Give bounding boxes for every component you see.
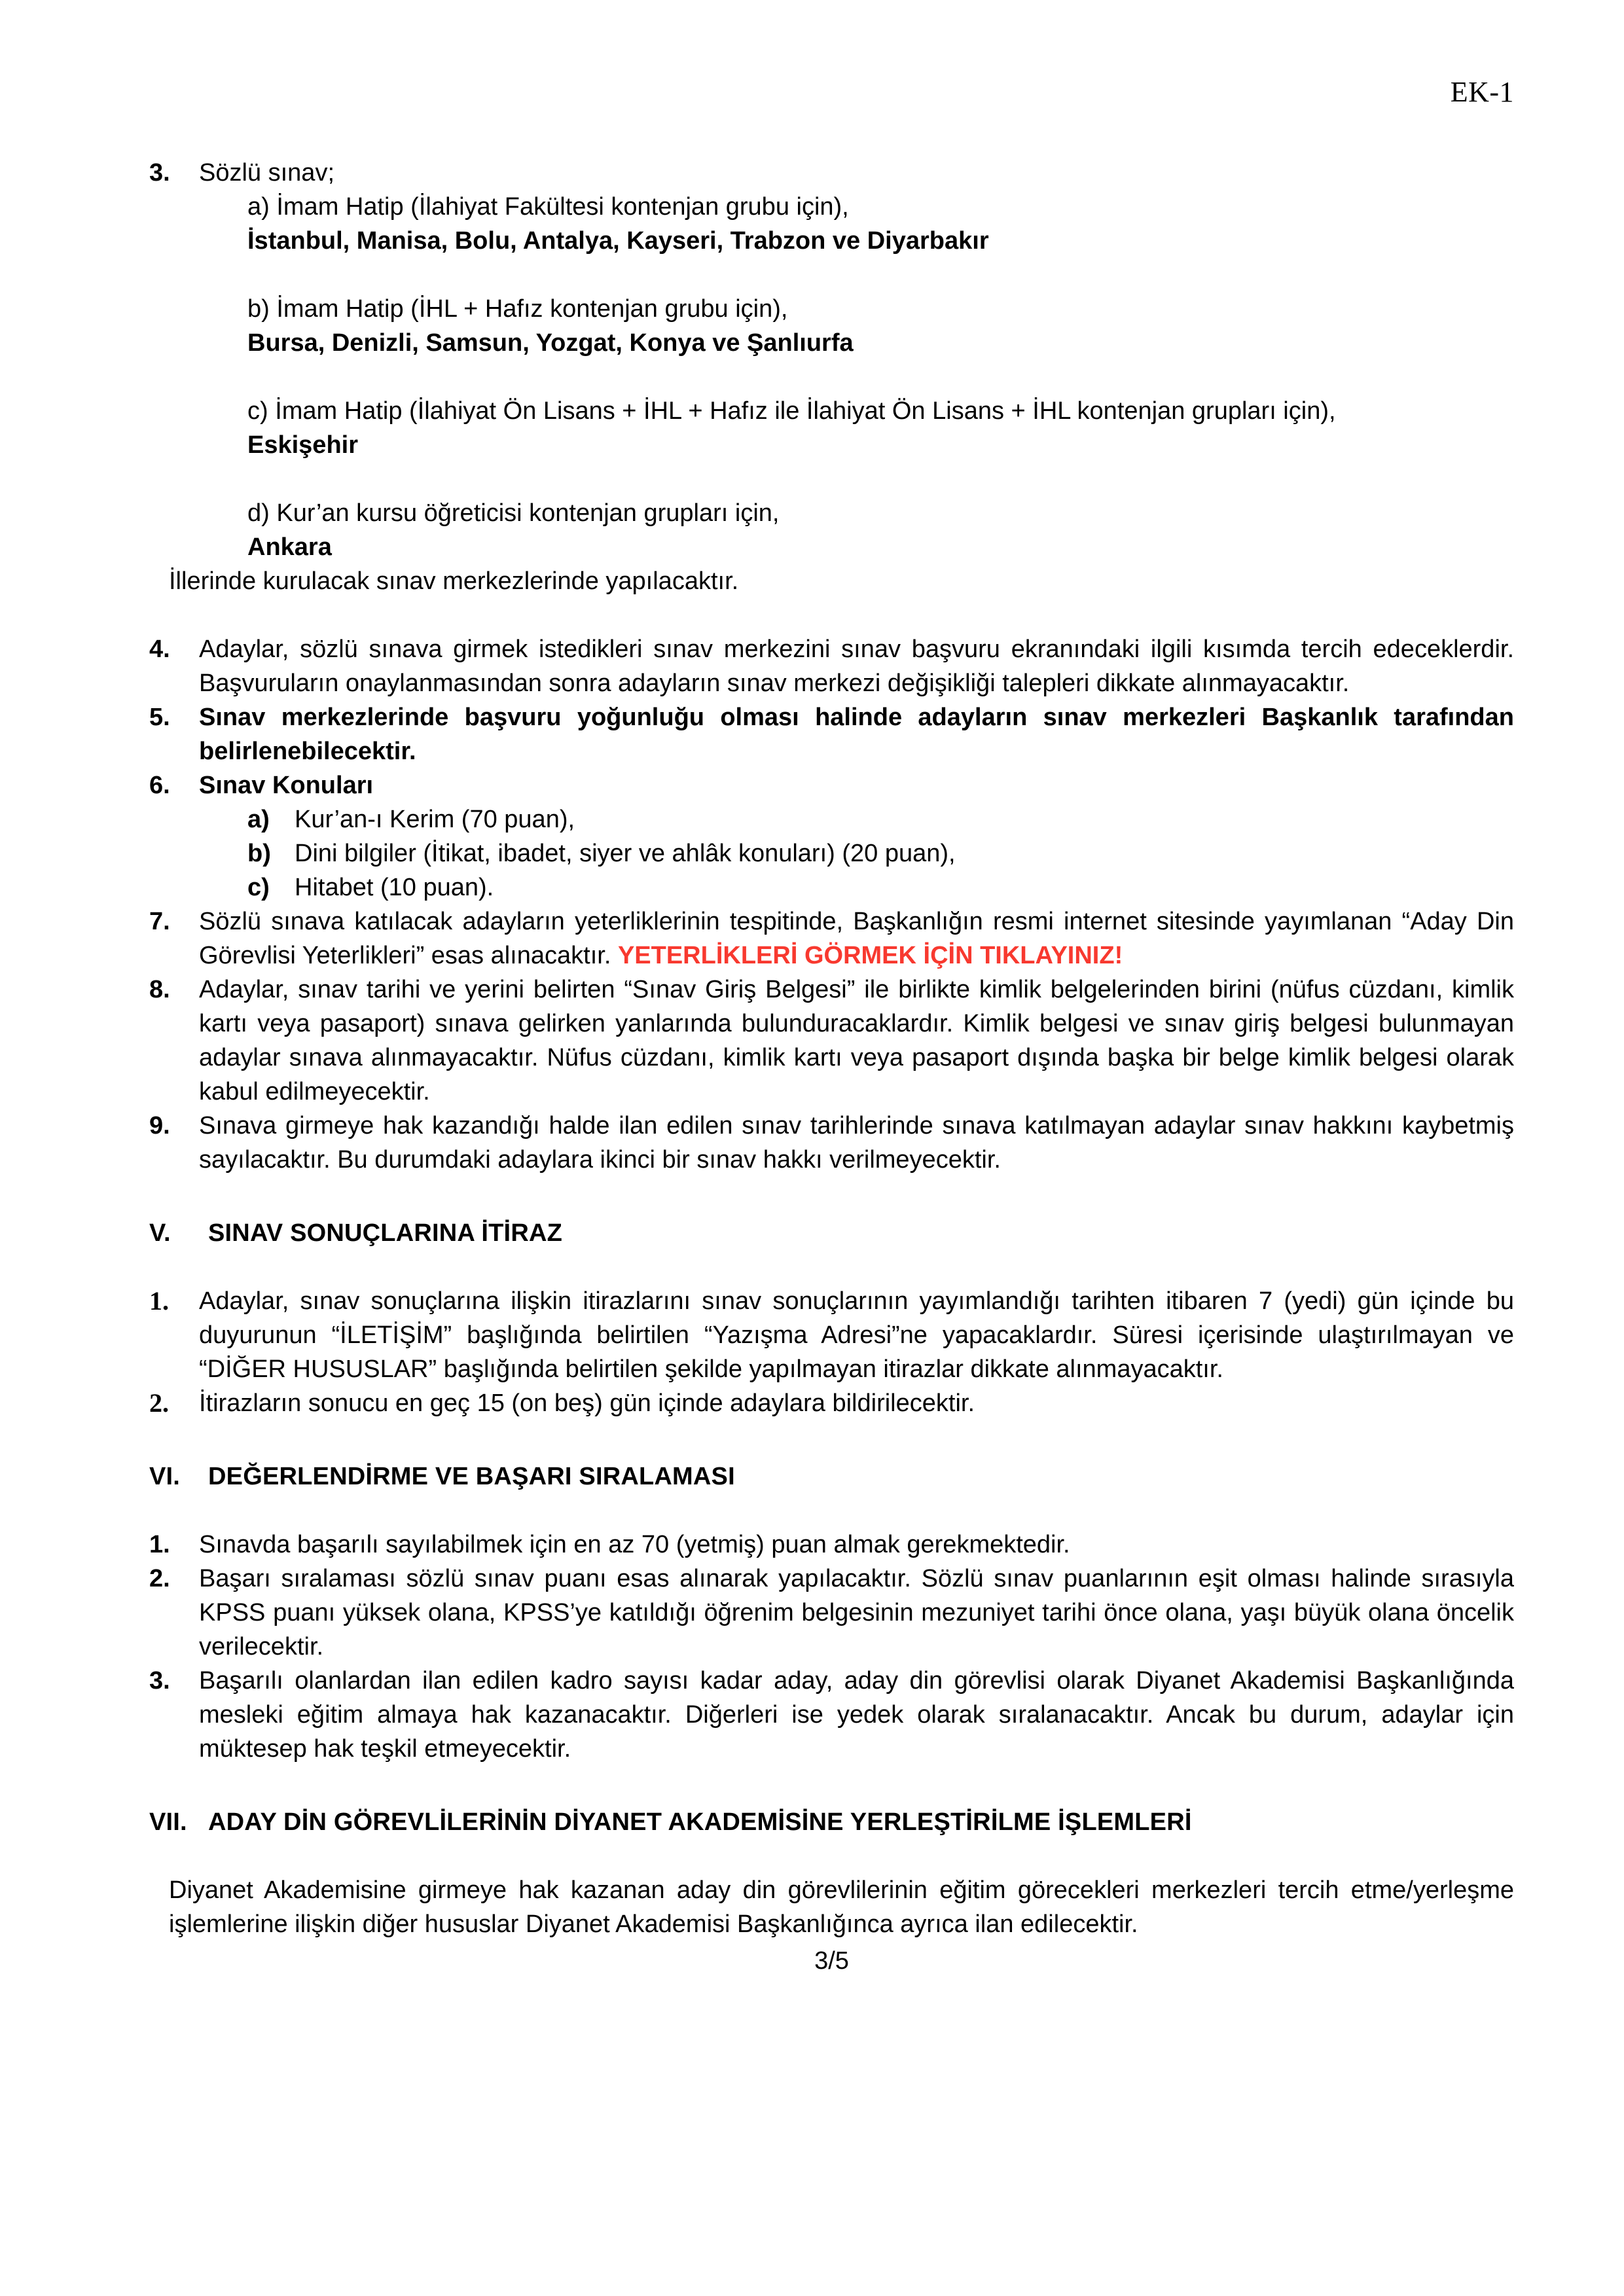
list-item-7-text: Sözlü sınava katılacak adayların yeterliklerinin tespitinde, Başkanlığın resmi internet sitesinde yayımlanan “Aday Din Görevlisi Yeterlikleri” esas alınacaktır. xyxy=(199,908,1514,970)
list-item-6-text: Sınav Konuları xyxy=(199,772,374,800)
list-marker: 8. xyxy=(149,976,170,1004)
exam-numbered-list xyxy=(149,156,1514,1177)
section-vi-item-2-text: Başarı sıralaması sözlü sınav puanı esas alınarak yapılacaktır. Sözlü sınav puanlarının eşit olması halinde sırasıyla KPSS puanı yüksek olana, KPSS’ye katıldığı öğrenim belgesinin mezuniyet tarihi önce olana, yaşı büyük olana öncelik verilecektir. xyxy=(199,1565,1514,1661)
exam-city-group-c xyxy=(149,394,1514,462)
list-marker: 7. xyxy=(149,908,170,936)
exam-city-group-a xyxy=(149,190,1514,258)
list-marker: 1. xyxy=(149,1531,170,1559)
exam-subjects-list xyxy=(149,802,1514,905)
group-d-cities: Ankara xyxy=(247,533,332,562)
list-marker: a) xyxy=(247,806,270,834)
section-vi-item-3 xyxy=(149,1664,1514,1766)
list-marker: 4. xyxy=(149,636,170,664)
section-vi-item-2 xyxy=(149,1562,1514,1664)
list-item-3-lead: Sözlü sınav; xyxy=(199,159,334,187)
section-vi-item-1 xyxy=(149,1528,1514,1562)
section-vi-list xyxy=(149,1528,1514,1766)
section-v-item-2-text: İtirazların sonucu en geç 15 (on beş) gün içinde adaylara bildirilecektir. xyxy=(199,1390,975,1418)
list-item-9-text: Sınava girmeye hak kazandığı halde ilan edilen sınav tarihlerinde sınava katılmayan adaylar sınav hakkını kaybetmiş sayılacaktır. Bu durumdaki adaylara ikinci bir sınav hakkı verilmeyecektir. xyxy=(199,1112,1514,1174)
list-marker: 2. xyxy=(149,1388,169,1418)
section-v-item-2 xyxy=(149,1386,1514,1420)
section-numeral-vi: VI. xyxy=(149,1463,181,1491)
list-item-8-text: Adaylar, sınav tarihi ve yerini belirten “Sınav Giriş Belgesi” ile birlikte kimlik belgelerinden birini (nüfus cüzdanı, kimlik kartı veya pasaport) sınava gelirken yanlarında bulunduracaklardır. Kimlik belgesi ve sınav giriş belgesi bulunmayan adaylar sınava alınmayacaktır. Nüfus cüzdanı, kimlik kartı veya pasaport dışında başka bir belge kimlik belgesi olarak kabul edilmeyecektir. xyxy=(199,976,1514,1106)
section-v-item-1-text: Adaylar, sınav sonuçlarına ilişkin itirazlarını sınav sonuçlarının yayımlandığı tarihten itibaren 7 (yedi) gün içinde bu duyurunun “İLETİŞİM” başlığında belirtilen “Yazışma Adresi”ne yapacaklardır. Süresi içerisinde ulaştırılmayan ve “DİĞER HUSUSLAR” başlığında belirtilen şekilde yapılmayan itirazlar dikkate alınmayacaktır. xyxy=(199,1287,1514,1384)
section-title-vi: DEĞERLENDİRME VE BAŞARI SIRALAMASI xyxy=(208,1463,735,1491)
group-b-cities: Bursa, Denizli, Samsun, Yozgat, Konya ve Şanlıurfa xyxy=(247,329,854,357)
section-heading-vi xyxy=(149,1460,1514,1494)
list-marker: 3. xyxy=(149,159,170,187)
list-marker: c) xyxy=(247,874,270,902)
section-v-list xyxy=(149,1284,1514,1420)
list-marker: b) xyxy=(247,840,271,868)
list-item-8 xyxy=(149,973,1514,1109)
list-marker: 6. xyxy=(149,772,170,800)
list-marker: 5. xyxy=(149,704,170,732)
section-numeral-vii: VII. xyxy=(149,1808,187,1837)
yeterlikleri-link[interactable]: YETERLİKLERİ GÖRMEK İÇİN TIKLAYINIZ! xyxy=(617,942,1123,970)
list-item-6a-text: Kur’an-ı Kerim (70 puan), xyxy=(295,806,575,834)
document-header-label: EK-1 xyxy=(1450,76,1514,108)
list-item-6 xyxy=(149,768,1514,802)
list-item-7 xyxy=(149,905,1514,973)
list-item-6c-text: Hitabet (10 puan). xyxy=(295,874,494,902)
section-vi-item-3-text: Başarılı olanlardan ilan edilen kadro sayısı kadar aday, aday din görevlisi olarak Diyanet Akademisi Başkanlığında mesleki eğitim almaya hak kazanacaktır. Diğerleri ise yedek olarak sıralanacaktır. Ancak bu durum, adaylar için müktesep hak teşkil etmeyecektir. xyxy=(199,1667,1514,1763)
list-item-6b-text: Dini bilgiler (İtikat, ibadet, siyer ve ahlâk konuları) (20 puan), xyxy=(295,840,956,868)
list-item-4-text: Adaylar, sözlü sınava girmek istedikleri sınav merkezini sınav başvuru ekranındaki ilgili kısımda tercih edeceklerdir. Başvuruların onaylanmasından sonra adayların sınav merkezi değişikliği talepleri dikkate alınmayacaktır. xyxy=(199,636,1514,698)
list-marker: 2. xyxy=(149,1565,170,1593)
list-marker: 9. xyxy=(149,1112,170,1140)
list-item-6a xyxy=(247,802,1514,836)
list-marker: 1. xyxy=(149,1286,169,1316)
section-vi-item-1-text: Sınavda başarılı sayılabilmek için en az 70 (yetmiş) puan almak gerekmektedir. xyxy=(199,1531,1070,1559)
section-numeral-v: V. xyxy=(149,1219,171,1247)
list-item-7-body xyxy=(199,905,1514,973)
group-c-lead: c) İmam Hatip (İlahiyat Ön Lisans + İHL + Hafız ile İlahiyat Ön Lisans + İHL kontenjan grupları için), xyxy=(247,397,1336,425)
group-b-lead: b) İmam Hatip (İHL + Hafız kontenjan grubu için), xyxy=(247,295,788,323)
group-c-cities: Eskişehir xyxy=(247,431,358,459)
group-d-lead: d) Kur’an kursu öğreticisi kontenjan grupları için, xyxy=(247,499,780,528)
section-title-vii: ADAY DİN GÖREVLİLERİNİN DİYANET AKADEMİSİNE YERLEŞTİRİLME İŞLEMLERİ xyxy=(208,1808,1192,1837)
list-item-6b xyxy=(247,836,1514,870)
list-item-5-text: Sınav merkezlerinde başvuru yoğunluğu olması halinde adayların sınav merkezleri Başkanlık tarafından belirlenebilecektir. xyxy=(199,704,1514,766)
exam-city-group-b xyxy=(149,292,1514,360)
list-item-4 xyxy=(149,632,1514,700)
page-number: 3/5 xyxy=(814,1947,849,1975)
group-a-lead: a) İmam Hatip (İlahiyat Fakültesi kontenjan grubu için), xyxy=(247,193,849,221)
section-heading-v xyxy=(149,1216,1514,1250)
section-heading-vii xyxy=(149,1805,1514,1839)
list-item-6c xyxy=(247,870,1514,905)
section-vii-paragraph: Diyanet Akademisine girmeye hak kazanan aday din görevlilerinin eğitim görecekleri merkezleri tercih etme/yerleşme işlemlerine ilişkin diğer hususlar Diyanet Akademisi Başkanlığınca ayrıca ilan edilecektir. xyxy=(169,1876,1514,1939)
exam-venue-tail: İllerinde kurulacak sınav merkezlerinde yapılacaktır. xyxy=(169,567,739,596)
list-marker: 3. xyxy=(149,1667,170,1695)
section-title-v: SINAV SONUÇLARINA İTİRAZ xyxy=(208,1219,563,1247)
list-item-3 xyxy=(149,156,1514,190)
section-v-item-1 xyxy=(149,1284,1514,1386)
group-a-cities: İstanbul, Manisa, Bolu, Antalya, Kayseri, Trabzon ve Diyarbakır xyxy=(247,227,989,255)
list-item-5 xyxy=(149,700,1514,768)
exam-city-group-d xyxy=(149,496,1514,564)
list-item-9 xyxy=(149,1109,1514,1177)
